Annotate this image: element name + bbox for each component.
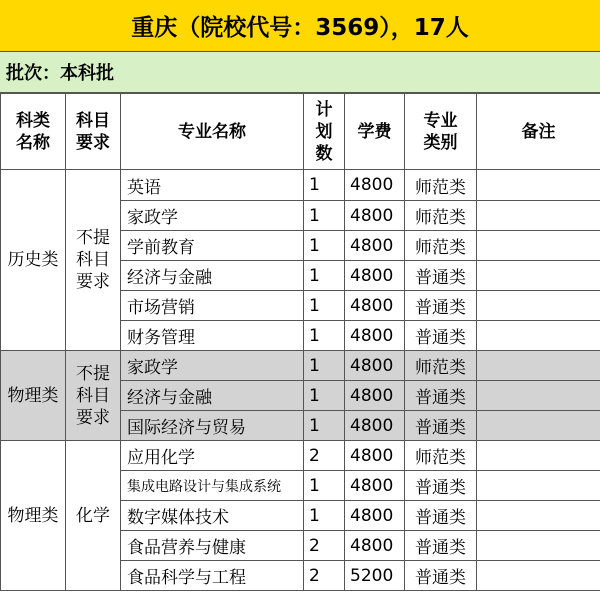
header-fee: 学费 <box>345 94 405 170</box>
major-name-cell: 应用化学 <box>121 441 304 471</box>
header-note: 备注 <box>477 94 600 170</box>
major-type-cell: 师范类 <box>405 201 477 231</box>
header-category: 科类 名称 <box>1 94 66 170</box>
tuition-fee-cell: 4800 <box>345 170 405 201</box>
header-row <box>1 94 600 170</box>
note-cell <box>477 321 600 351</box>
note-cell <box>477 170 600 201</box>
major-type-cell: 师范类 <box>405 351 477 381</box>
note-cell <box>477 501 600 531</box>
note-cell <box>477 381 600 411</box>
major-type-cell: 普通类 <box>405 531 477 561</box>
note-cell <box>477 201 600 231</box>
batch-label: 批次：本科批 <box>0 52 600 93</box>
tuition-fee-cell: 4800 <box>345 321 405 351</box>
tuition-fee-cell: 4800 <box>345 231 405 261</box>
major-name-cell: 食品科学与工程 <box>121 561 304 591</box>
category-cell: 物理类 <box>1 441 66 591</box>
note-cell <box>477 291 600 321</box>
note-cell <box>477 411 600 441</box>
plan-count-cell: 1 <box>304 291 345 321</box>
major-name-cell: 市场营销 <box>121 291 304 321</box>
plan-count-cell: 2 <box>304 441 345 471</box>
major-name-cell: 学前教育 <box>121 231 304 261</box>
plan-count-cell: 1 <box>304 471 345 501</box>
tuition-fee-cell: 4800 <box>345 531 405 561</box>
tuition-fee-cell: 4800 <box>345 291 405 321</box>
tuition-fee-cell: 4800 <box>345 471 405 501</box>
plan-count-cell: 1 <box>304 321 345 351</box>
header-requirement: 科目 要求 <box>66 94 121 170</box>
major-type-cell: 普通类 <box>405 501 477 531</box>
requirement-cell: 不提 科目 要求 <box>66 170 121 351</box>
major-type-cell: 普通类 <box>405 411 477 441</box>
header-type: 专业 类别 <box>405 94 477 170</box>
plan-count-cell: 1 <box>304 201 345 231</box>
requirement-cell: 化学 <box>66 441 121 591</box>
plan-count-cell: 1 <box>304 381 345 411</box>
category-cell: 历史类 <box>1 170 66 351</box>
tuition-fee-cell: 4800 <box>345 501 405 531</box>
header-major: 专业名称 <box>121 94 304 170</box>
plan-count-cell: 2 <box>304 561 345 591</box>
major-name-cell: 集成电路设计与集成系统 <box>121 471 304 501</box>
tuition-fee-cell: 4800 <box>345 441 405 471</box>
major-type-cell: 普通类 <box>405 561 477 591</box>
tuition-fee-cell: 4800 <box>345 261 405 291</box>
tuition-fee-cell: 4800 <box>345 411 405 441</box>
plan-count-cell: 2 <box>304 531 345 561</box>
plan-count-cell: 1 <box>304 170 345 201</box>
note-cell <box>477 471 600 501</box>
major-plan-table <box>0 93 600 591</box>
major-name-cell: 英语 <box>121 170 304 201</box>
table-row <box>1 351 600 381</box>
major-type-cell: 师范类 <box>405 170 477 201</box>
major-type-cell: 普通类 <box>405 381 477 411</box>
plan-count-cell: 1 <box>304 351 345 381</box>
plan-count-cell: 1 <box>304 501 345 531</box>
major-name-cell: 经济与金融 <box>121 261 304 291</box>
major-name-cell: 国际经济与贸易 <box>121 411 304 441</box>
tuition-fee-cell: 4800 <box>345 351 405 381</box>
tuition-fee-cell: 5200 <box>345 561 405 591</box>
major-name-cell: 经济与金融 <box>121 381 304 411</box>
table-row <box>1 441 600 471</box>
page-title: 重庆（院校代号：3569），17人 <box>0 0 600 52</box>
major-type-cell: 师范类 <box>405 441 477 471</box>
major-type-cell: 普通类 <box>405 471 477 501</box>
note-cell <box>477 231 600 261</box>
table-body <box>1 170 600 591</box>
major-type-cell: 普通类 <box>405 261 477 291</box>
note-cell <box>477 261 600 291</box>
note-cell <box>477 561 600 591</box>
header-plan: 计 划 数 <box>304 94 345 170</box>
major-name-cell: 家政学 <box>121 351 304 381</box>
table-row <box>1 170 600 201</box>
plan-count-cell: 1 <box>304 411 345 441</box>
category-cell: 物理类 <box>1 351 66 441</box>
requirement-cell: 不提 科目 要求 <box>66 351 121 441</box>
note-cell <box>477 441 600 471</box>
major-name-cell: 食品营养与健康 <box>121 531 304 561</box>
major-type-cell: 普通类 <box>405 321 477 351</box>
plan-count-cell: 1 <box>304 231 345 261</box>
major-name-cell: 家政学 <box>121 201 304 231</box>
plan-count-cell: 1 <box>304 261 345 291</box>
major-name-cell: 财务管理 <box>121 321 304 351</box>
major-type-cell: 普通类 <box>405 291 477 321</box>
note-cell <box>477 351 600 381</box>
tuition-fee-cell: 4800 <box>345 381 405 411</box>
tuition-fee-cell: 4800 <box>345 201 405 231</box>
note-cell <box>477 531 600 561</box>
major-name-cell: 数字媒体技术 <box>121 501 304 531</box>
major-type-cell: 师范类 <box>405 231 477 261</box>
